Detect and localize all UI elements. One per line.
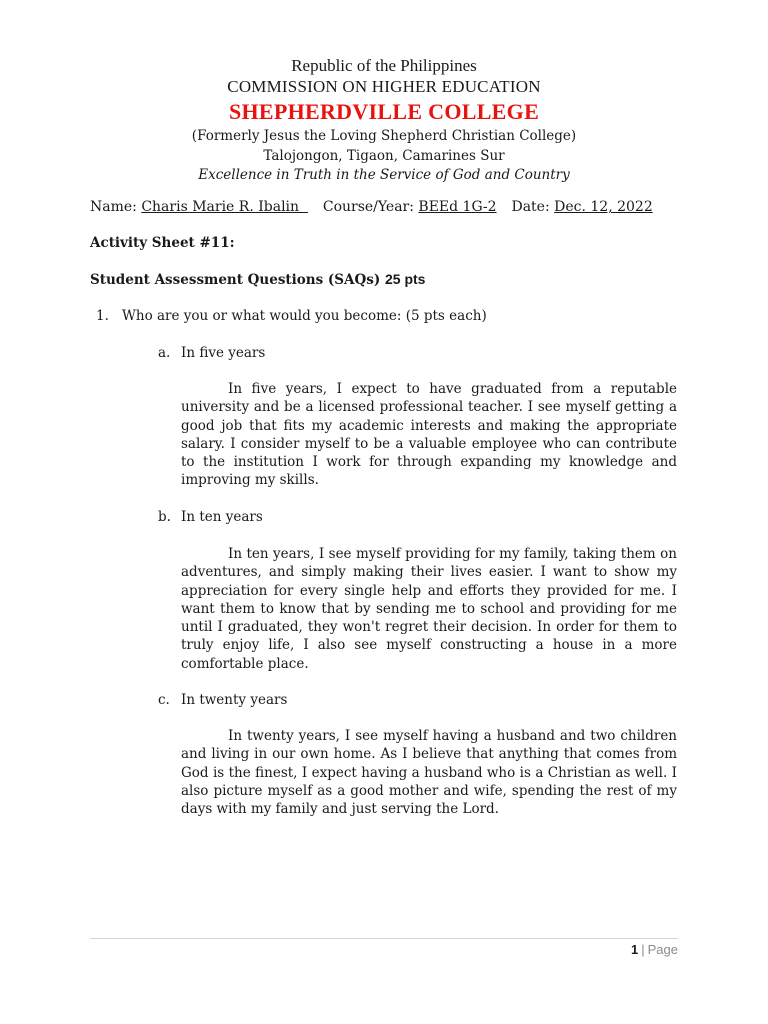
address-line: Talojongon, Tigaon, Camarines Sur	[263, 148, 505, 164]
saq-heading	[90, 271, 425, 288]
date-label: Date:	[511, 199, 550, 215]
date-value: Dec. 12, 2022	[554, 199, 653, 215]
republic-line: Republic of the Philippines	[291, 56, 477, 75]
question-text: Who are you or what would you become: (5 pts each)	[122, 308, 487, 324]
saq-title-text: Student Assessment Questions (SAQs)	[90, 272, 381, 288]
formerly-line: (Formerly Jesus the Loving Shepherd Christian College)	[191, 128, 577, 144]
answer-paragraph-a: In five years, I expect to have graduated from a reputable university and be a licensed professional teacher. I see myself getting a good job that fits my academic interests and making the appropriate salary. I consider myself to be a valuable employee who can contribute to the institution I work for through expanding my knowledge and improving my skills.	[181, 381, 677, 489]
section-letter: a.	[158, 345, 171, 361]
section-label-a	[158, 345, 265, 361]
answer-paragraph-b: In ten years, I see myself providing for my family, taking them on adventures, and simply making their lives easier. I want to show my appreciation for every single help and efforts they provided for me. I want them to know that by sending me to school and providing for me until I graduated, they won't regret their decision. In order for them to truly enjoy life, I also see myself constructing a house in a more comfortable place.	[181, 546, 677, 672]
college-name: SHEPHERDVILLE COLLEGE	[228, 99, 540, 124]
footer-divider	[90, 938, 678, 939]
motto-line: Excellence in Truth in the Service of God and Country	[198, 167, 570, 183]
student-name: Charis Marie R. Ibalin	[141, 199, 300, 215]
answer-paragraph-c: In twenty years, I see myself having a husband and two children and living in our own home. As I believe that anything that comes from God is the finest, I expect having a husband who is a Christian as well. I also picture myself as a good mother and wife, spending the rest of my days with my family and just serving the Lord.	[181, 728, 677, 818]
section-title: In ten years	[181, 509, 263, 525]
section-letter: b.	[158, 509, 171, 525]
student-info-row	[90, 199, 653, 215]
document-header	[0, 56, 768, 185]
section-label-c	[158, 692, 287, 708]
question-1	[96, 308, 487, 324]
section-title: In five years	[181, 345, 266, 361]
activity-title: Activity Sheet #11:	[90, 235, 235, 251]
name-label: Name:	[90, 199, 137, 215]
section-label-b	[158, 509, 263, 525]
course-year: BEEd 1G-2	[418, 199, 497, 215]
course-label: Course/Year:	[322, 199, 414, 215]
page-footer	[631, 942, 678, 957]
commission-line: COMMISSION ON HIGHER EDUCATION	[227, 77, 541, 96]
section-letter: c.	[158, 692, 170, 708]
question-number: 1.	[96, 308, 109, 324]
section-title: In twenty years	[181, 692, 288, 708]
saq-points: 25 pts	[384, 271, 426, 287]
page-number: 1	[631, 942, 639, 957]
page-separator: |	[641, 942, 645, 957]
page-label: Page	[647, 942, 678, 957]
